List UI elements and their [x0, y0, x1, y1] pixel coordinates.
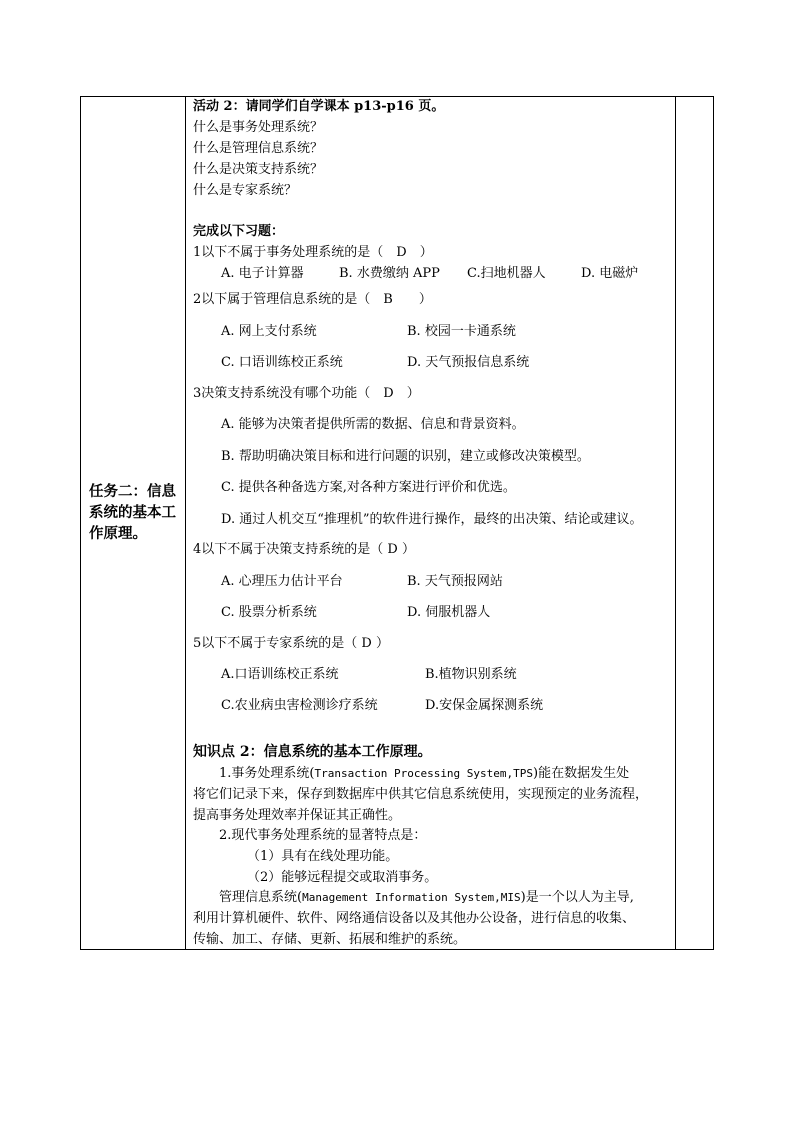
option: B. 校园一卡通系统 [407, 324, 516, 339]
task-title-line: 系统的基本工 [89, 504, 176, 521]
question-item: 什么是管理信息系统？ [193, 141, 324, 156]
knowledge-paragraph-line: 利用计算机硬件、软件、网络通信设备以及其他办公设备，进行信息的收集、 [193, 911, 636, 926]
text: 管理信息系统( [219, 890, 303, 905]
activity-heading: 活动 2：请同学们自学课本 p13-p16 页。 [193, 99, 445, 114]
knowledge-paragraph [219, 765, 629, 783]
exercise-stem: 2以下属于管理信息系统的是（ B ） [193, 292, 432, 307]
question-item: 什么是专家系统？ [193, 183, 298, 198]
exercise-stem: 3决策支持系统没有哪个功能（ D ） [193, 386, 420, 401]
list-item: （1）具有在线处理功能。 [247, 849, 399, 864]
option: B. 水费缴纳 APP [339, 266, 440, 281]
option: B.植物识别系统 [425, 667, 517, 682]
option: D. 伺服机器人 [407, 605, 491, 620]
text: )是一个以人为主导, [520, 890, 634, 905]
option: C. 口语训练校正系统 [221, 355, 343, 370]
option: A. 能够为决策者提供所需的数据、信息和背景资料。 [221, 417, 525, 432]
text: Management Information System,MIS [302, 891, 521, 904]
option: C.扫地机器人 [467, 266, 546, 281]
option: C.农业病虫害检测诊疗系统 [221, 698, 378, 713]
knowledge-paragraph-line: 传输、加工、存储、更新、拓展和维护的系统。 [193, 932, 467, 947]
task-title-line: 作原理。 [89, 525, 147, 542]
exercise-stem: 1以下不属于事务处理系统的是（ D ） [193, 245, 433, 260]
option: A. 网上支付系统 [221, 324, 317, 339]
text: )能在数据发生处 [533, 766, 630, 781]
task-title-line: 任务二：信息 [89, 483, 176, 500]
notes-cell [675, 97, 713, 949]
exercise-stem: 5以下不属于专家系统的是（ D ） [193, 636, 389, 651]
option: A. 心理压力估计平台 [221, 574, 343, 589]
option: A. 电子计算器 [221, 266, 304, 281]
knowledge-paragraph [219, 889, 634, 907]
list-item: （2）能够远程提交或取消事务。 [247, 870, 438, 885]
knowledge-paragraph: 2.现代事务处理系统的显著特点是： [219, 828, 427, 843]
option: C. 股票分析系统 [221, 605, 317, 620]
task-title [89, 481, 183, 544]
option: C. 提供各种备选方案,对各种方案进行评价和优选。 [221, 480, 516, 495]
knowledge-paragraph-line: 将它们记录下来，保存到数据库中供其它信息系统使用，实现预定的业务流程， [193, 787, 649, 802]
exercises-heading: 完成以下习题： [193, 224, 285, 239]
option: D. 通过人机交互“推理机”的软件进行操作，最终的出决策、结论或建议。 [221, 512, 643, 527]
exercise-stem: 4以下不属于决策支持系统的是（ D ） [193, 542, 415, 557]
option: A.口语训练校正系统 [221, 667, 339, 682]
text: 1.事务处理系统( [219, 766, 315, 781]
option: B. 帮助明确决策目标和进行问题的识别，建立或修改决策模型。 [221, 449, 590, 464]
option: D. 天气预报信息系统 [407, 355, 530, 370]
question-item: 什么是决策支持系统？ [193, 162, 324, 177]
lesson-table [80, 96, 714, 950]
knowledge-heading: 知识点 2：信息系统的基本工作原理。 [193, 744, 432, 760]
option: D. 电磁炉 [581, 266, 639, 281]
text: Transaction Processing System,TPS [314, 767, 534, 780]
task-cell [81, 97, 186, 949]
knowledge-paragraph-line: 提高事务处理效率并保证其正确性。 [193, 808, 402, 823]
question-item: 什么是事务处理系统？ [193, 120, 324, 135]
option: D.安保金属探测系统 [425, 698, 544, 713]
option: B. 天气预报网站 [407, 574, 503, 589]
